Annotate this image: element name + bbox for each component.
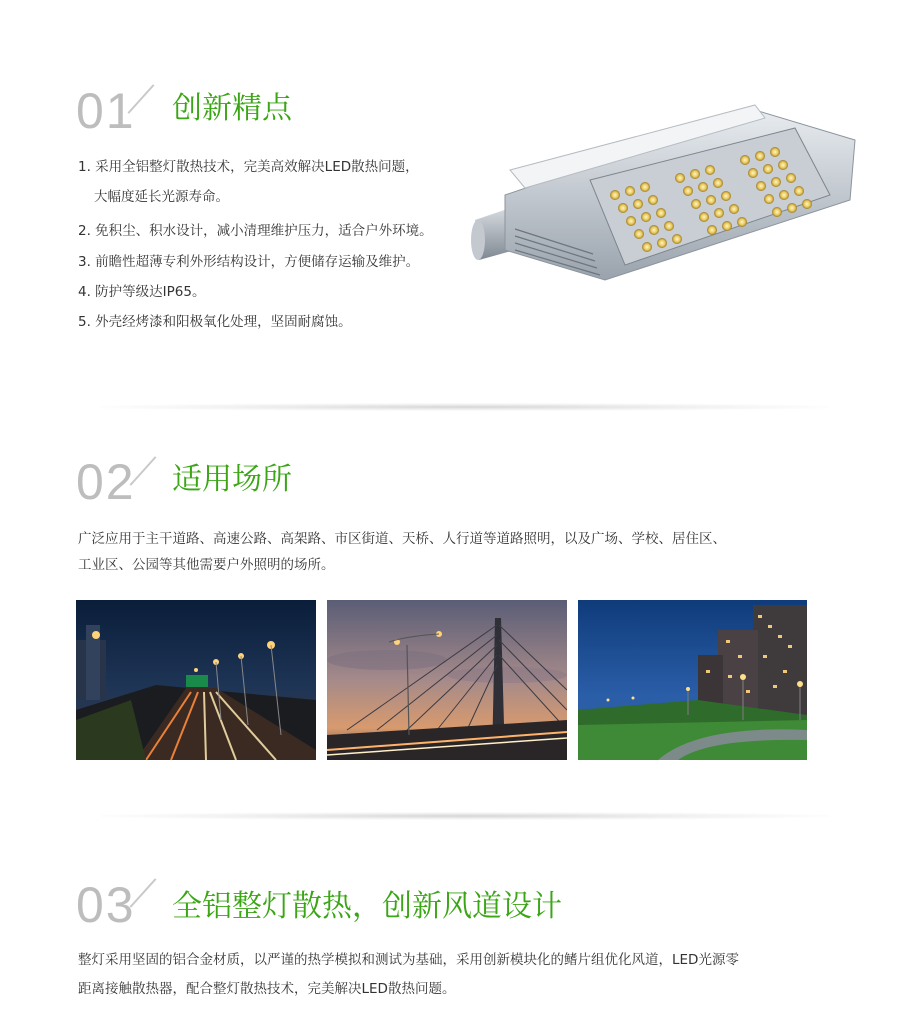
list-item: 5. 外壳经烤漆和阳极氧化处理，坚固耐腐蚀。 xyxy=(78,314,352,330)
list-item: 2. 免积尘、积水设计，减小清理维护压力，适合户外环境。 xyxy=(78,223,433,239)
list-item: 1. 采用全铝整灯散热技术，完美高效解决LED散热问题， xyxy=(78,159,419,175)
section-title-02: 适用场所 xyxy=(172,462,292,497)
section-number-01: 01 xyxy=(76,83,136,139)
section-number-03: 03 xyxy=(76,877,136,933)
section-03-paragraph-line: 距离接触散热器，配合整灯散热技术，完美解决LED散热问题。 xyxy=(78,981,456,997)
list-item: 3. 前瞻性超薄专利外形结构设计，方便储存运输及维护。 xyxy=(78,254,420,270)
section-title-01: 创新精点 xyxy=(172,91,292,126)
bridge-dusk-photo xyxy=(327,600,567,760)
section-03-paragraph-line: 整灯采用坚固的铝合金材质，以严谨的热学模拟和测试为基础，采用创新模块化的鳍片组优化风道，LED光源零 xyxy=(78,952,739,968)
section-02-paragraph-line: 广泛应用于主干道路、高速公路、高架路、市区街道、天桥、人行道等道路照明，以及广场、学校、居住区、 xyxy=(78,531,726,547)
section-title-03: 全铝整灯散热，创新风道设计 xyxy=(172,889,562,924)
seaside-park-photo xyxy=(578,600,807,760)
street-light-product-image xyxy=(465,100,865,285)
section-divider xyxy=(100,812,830,820)
section-number-02: 02 xyxy=(76,454,136,510)
section-divider xyxy=(100,403,830,411)
section-02-paragraph-line: 工业区、公园等其他需要户外照明的场所。 xyxy=(78,557,335,573)
list-item: 大幅度延长光源寿命。 xyxy=(94,189,229,205)
highway-night-photo xyxy=(76,600,316,760)
list-item: 4. 防护等级达IP65。 xyxy=(78,284,206,300)
